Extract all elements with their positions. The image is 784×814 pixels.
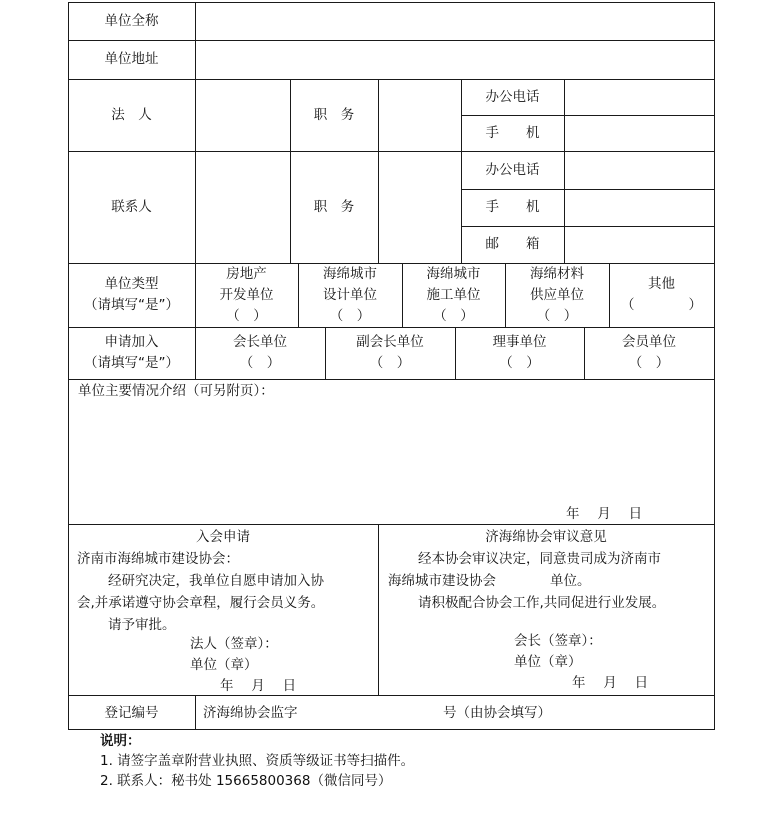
border-top (68, 2, 715, 3)
apply-join-label: 申请加入 （请填写“是”） (84, 334, 179, 371)
review-title: 济海绵协会审议意见 (485, 529, 607, 545)
application-request: 请予审批。 (108, 617, 176, 633)
application-body-line2: 会,并承诺遵守协会章程，履行会员义务。 (77, 595, 325, 611)
president-signature-label: 会长（签章）： (514, 633, 602, 649)
review-body-line3: 请积极配合协会工作,共同促进行业发展。 (418, 595, 666, 611)
divider (68, 379, 715, 380)
unit-type-option-other[interactable]: 其他 （ ） (621, 276, 702, 313)
unit-type-option-material-supplier[interactable]: 海绵材料 供应单位 （ ） (530, 266, 584, 324)
divider (68, 695, 715, 696)
application-unit-seal-label: 单位（章） (190, 657, 258, 673)
contact-person-label: 联系人 (111, 199, 152, 215)
divider (564, 79, 565, 264)
legal-signature-label: 法人（签章）： (190, 636, 278, 652)
divider (461, 189, 715, 190)
contact-mobile-label: 手 机 (485, 199, 540, 215)
divider (68, 524, 715, 525)
legal-person-label: 法 人 (111, 107, 152, 123)
contact-office-phone-label: 办公电话 (485, 162, 540, 178)
registration-label: 登记编号 (104, 705, 159, 721)
unit-type-label: 单位类型 （请填写“是”） (84, 276, 179, 313)
application-addressee: 济南市海绵城市建设协会： (77, 551, 239, 567)
review-body-line1: 经本协会审议决定，同意贵司成为济南市 (418, 551, 661, 567)
divider (68, 151, 715, 152)
review-unit-seal-label: 单位（章） (514, 654, 582, 670)
contact-email-label: 邮 箱 (485, 236, 540, 252)
note-item: 1. 请签字盖章附营业执照、资质等级证书等扫描件。 (100, 753, 415, 769)
divider (461, 115, 715, 116)
unit-type-option-developer[interactable]: 房地产 开发单位 （ ） (219, 266, 274, 324)
apply-join-option-vice-president[interactable]: 副会长单位 （ ） (356, 334, 424, 371)
unit-type-option-design[interactable]: 海绵城市 设计单位 （ ） (323, 266, 377, 324)
unit-address-label: 单位地址 (104, 51, 159, 67)
legal-position-label: 职 务 (313, 107, 355, 123)
note-item: 2. 联系人：秘书处 15665800368（微信同号） (100, 773, 392, 789)
intro-date: 年 月 日 (566, 506, 643, 522)
apply-join-option-member[interactable]: 会员单位 （ ） (622, 334, 676, 371)
review-body-line2: 海绵城市建设协会 单位。 (388, 573, 591, 589)
divider (378, 79, 379, 264)
registration-suffix: 号（由协会填写） (443, 705, 551, 721)
notes-title: 说明： (100, 733, 141, 749)
legal-office-phone-label: 办公电话 (485, 89, 540, 105)
divider (461, 226, 715, 227)
apply-join-option-president[interactable]: 会长单位 （ ） (233, 334, 287, 371)
border-right (714, 2, 715, 730)
unit-name-label: 单位全称 (104, 13, 159, 29)
divider (68, 327, 715, 328)
registration-prefix: 济海绵协会监字 (203, 705, 298, 721)
unit-type-option-construction[interactable]: 海绵城市 施工单位 （ ） (426, 266, 481, 324)
border-bottom (68, 729, 715, 730)
contact-position-label: 职 务 (313, 199, 355, 215)
membership-application-form (68, 2, 715, 730)
legal-mobile-label: 手 机 (485, 125, 540, 141)
divider (378, 524, 379, 696)
review-date: 年 月 日 (572, 675, 649, 691)
divider (195, 2, 196, 264)
intro-label: 单位主要情况介绍（可另附页）： (78, 383, 274, 399)
application-title: 入会申请 (196, 529, 250, 545)
divider (195, 695, 196, 730)
apply-join-option-director[interactable]: 理事单位 （ ） (492, 334, 547, 371)
application-date: 年 月 日 (220, 678, 297, 694)
divider (68, 79, 715, 80)
application-body-line1: 经研究决定，我单位自愿申请加入协 (108, 573, 324, 589)
notes (100, 731, 414, 791)
divider (68, 40, 715, 41)
